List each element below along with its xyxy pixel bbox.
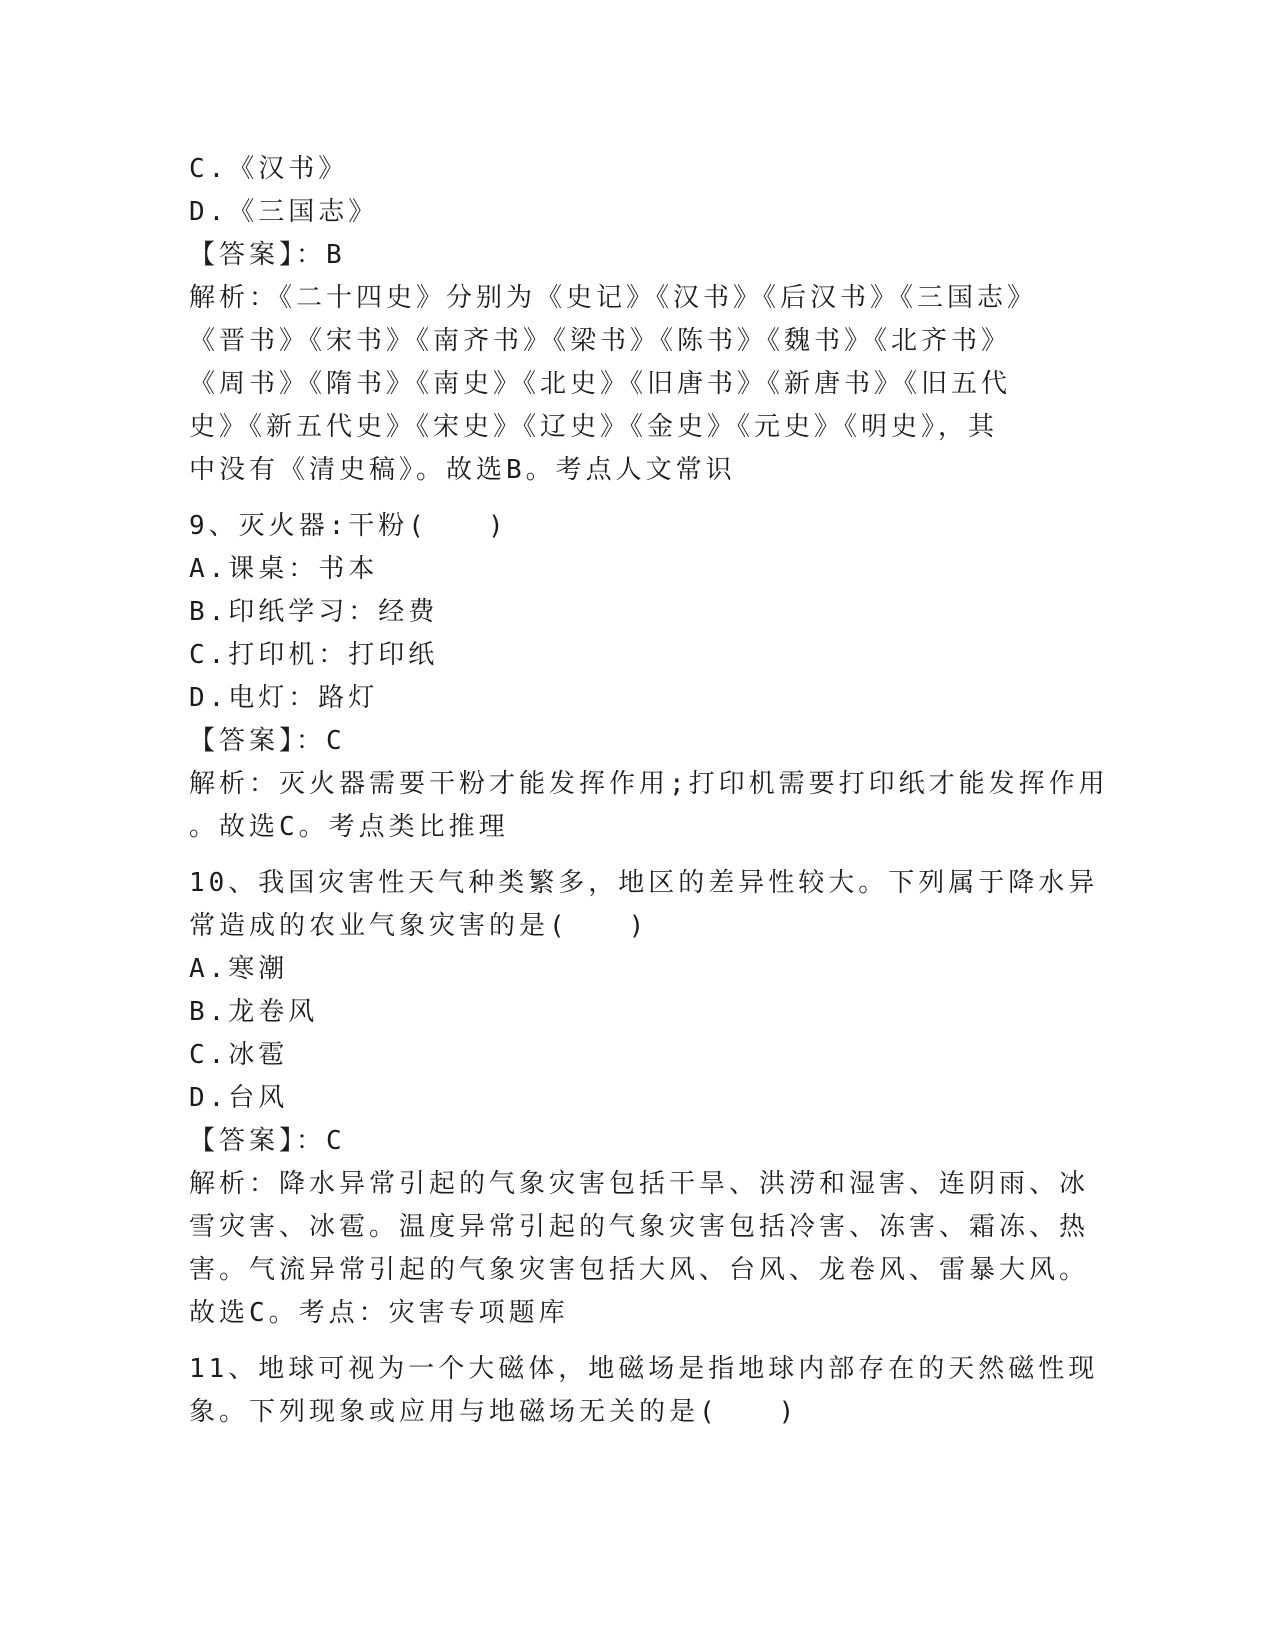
q10-analysis-line: 雪灾害、冰雹。温度异常引起的气象灾害包括冷害、冻害、霜冻、热 <box>189 1212 1090 1242</box>
q9-question: 9、灭火器:干粉( ) <box>189 511 508 541</box>
section-gap <box>189 849 1089 862</box>
q10-analysis-line: 故选C。考点：灾害专项题库 <box>189 1298 569 1328</box>
document-page <box>189 148 1109 1434</box>
q10-option-b: B.龙卷风 <box>189 997 319 1027</box>
q8-option-c: C.《汉书》 <box>189 154 349 184</box>
q9-option-b: B.印纸学习：经费 <box>189 597 439 627</box>
q9-answer: 【答案】：C <box>189 726 346 756</box>
q10-option-d: D.台风 <box>189 1083 289 1113</box>
section-gap <box>189 492 1089 505</box>
q10-option-c: C.冰雹 <box>189 1040 289 1070</box>
q10-question-line: 常造成的农业气象灾害的是( ) <box>189 911 649 941</box>
q8-analysis-line: 解析：《二十四史》分别为《史记》《汉书》《后汉书》《三国志》 <box>189 283 1038 313</box>
q8-option-d: D.《三国志》 <box>189 197 379 227</box>
q9-analysis-line: 。故选C。考点类比推理 <box>189 812 509 842</box>
section-gap <box>189 1335 1089 1348</box>
q10-answer: 【答案】：C <box>189 1126 346 1156</box>
q8-answer: 【答案】：B <box>189 240 346 270</box>
q9-option-c: C.打印机：打印纸 <box>189 640 439 670</box>
q8-analysis-line: 《周书》《隋书》《南史》《北史》《旧唐书》《新唐书》《旧五代 <box>189 369 1012 399</box>
q10-option-a: A.寒潮 <box>189 954 289 984</box>
q8-analysis-line: 史》《新五代史》《宋史》《辽史》《金史》《元史》《明史》，其 <box>189 412 999 442</box>
q9-option-d: D.电灯：路灯 <box>189 683 379 713</box>
q9-option-a: A.课桌：书本 <box>189 554 379 584</box>
q10-analysis-line: 解析：降水异常引起的气象灾害包括干旱、洪涝和湿害、连阴雨、冰 <box>189 1169 1090 1199</box>
q10-analysis-line: 害。气流异常引起的气象灾害包括大风、台风、龙卷风、雷暴大风。 <box>189 1255 1090 1285</box>
q11-question-line: 象。下列现象或应用与地磁场无关的是( ) <box>189 1397 799 1427</box>
q11-question-line: 11、地球可视为一个大磁体，地磁场是指地球内部存在的天然磁性现 <box>189 1354 1099 1384</box>
q10-question-line: 10、我国灾害性天气种类繁多，地区的差异性较大。下列属于降水异 <box>189 868 1099 898</box>
q8-analysis-line: 中没有《清史稿》。故选B。考点人文常识 <box>189 455 736 485</box>
q9-analysis-line: 解析：灭火器需要干粉才能发挥作用;打印机需要打印纸才能发挥作用 <box>189 769 1109 799</box>
q8-analysis-line: 《晋书》《宋书》《南齐书》《梁书》《陈书》《魏书》《北齐书》 <box>189 326 1012 356</box>
